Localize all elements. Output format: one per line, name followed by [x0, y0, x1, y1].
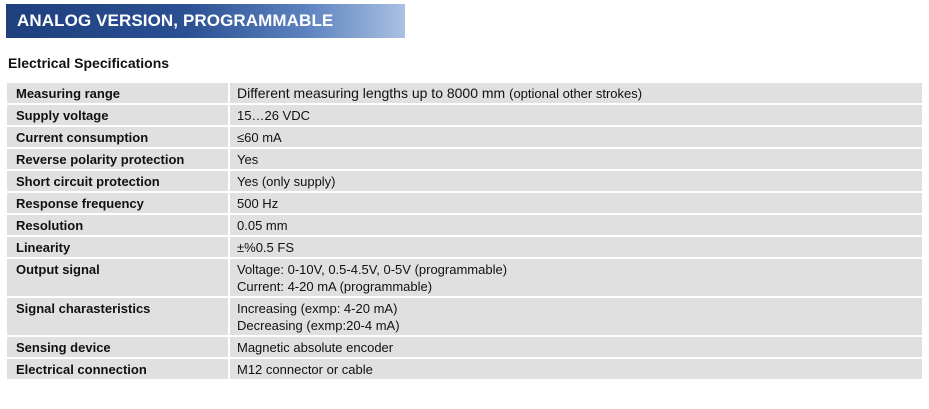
spec-value — [230, 259, 922, 296]
spec-label: Signal charasteristics — [7, 298, 230, 335]
spec-label: Supply voltage — [7, 105, 230, 125]
spec-label: Response frequency — [7, 193, 230, 213]
spec-label: Sensing device — [7, 337, 230, 357]
spec-value-main: Different measuring lengths up to 8000 mm — [237, 85, 506, 101]
table-row — [7, 298, 922, 335]
spec-label: Reverse polarity protection — [7, 149, 230, 169]
table-row — [7, 105, 922, 125]
spec-value: Yes (only supply) — [230, 171, 922, 191]
spec-value: ≤60 mA — [230, 127, 922, 147]
spec-label: Linearity — [7, 237, 230, 257]
table-row — [7, 337, 922, 357]
table-row — [7, 215, 922, 235]
spec-value: M12 connector or cable — [230, 359, 922, 379]
spec-value: 0.05 mm — [230, 215, 922, 235]
table-row — [7, 171, 922, 191]
table-row — [7, 127, 922, 147]
table-row — [7, 237, 922, 257]
spec-value: 500 Hz — [230, 193, 922, 213]
table-row — [7, 83, 922, 103]
table-row — [7, 193, 922, 213]
spec-label: Electrical connection — [7, 359, 230, 379]
spec-value-note: (optional other strokes) — [509, 86, 643, 101]
table-row — [7, 259, 922, 296]
specifications-table — [7, 81, 922, 381]
spec-value-line: Voltage: 0-10V, 0.5-4.5V, 0-5V (programmable) — [237, 262, 508, 277]
table-row — [7, 359, 922, 379]
spec-value — [230, 83, 922, 103]
section-title: Electrical Specifications — [8, 55, 170, 71]
table-row — [7, 149, 922, 169]
spec-label: Output signal — [7, 259, 230, 296]
spec-value-line: Increasing (exmp: 4-20 mA) — [237, 301, 398, 316]
spec-label: Measuring range — [7, 83, 230, 103]
spec-value — [230, 298, 922, 335]
section-banner — [6, 4, 405, 38]
spec-value-line: Decreasing (exmp:20-4 mA) — [237, 318, 400, 333]
spec-label: Current consumption — [7, 127, 230, 147]
spec-label: Short circuit protection — [7, 171, 230, 191]
spec-value: Yes — [230, 149, 922, 169]
spec-value: Magnetic absolute encoder — [230, 337, 922, 357]
spec-value: 15…26 VDC — [230, 105, 922, 125]
spec-value: ±%0.5 FS — [230, 237, 922, 257]
banner-title: ANALOG VERSION, PROGRAMMABLE — [17, 11, 334, 30]
spec-label: Resolution — [7, 215, 230, 235]
spec-value-line: Current: 4-20 mA (programmable) — [237, 279, 433, 294]
